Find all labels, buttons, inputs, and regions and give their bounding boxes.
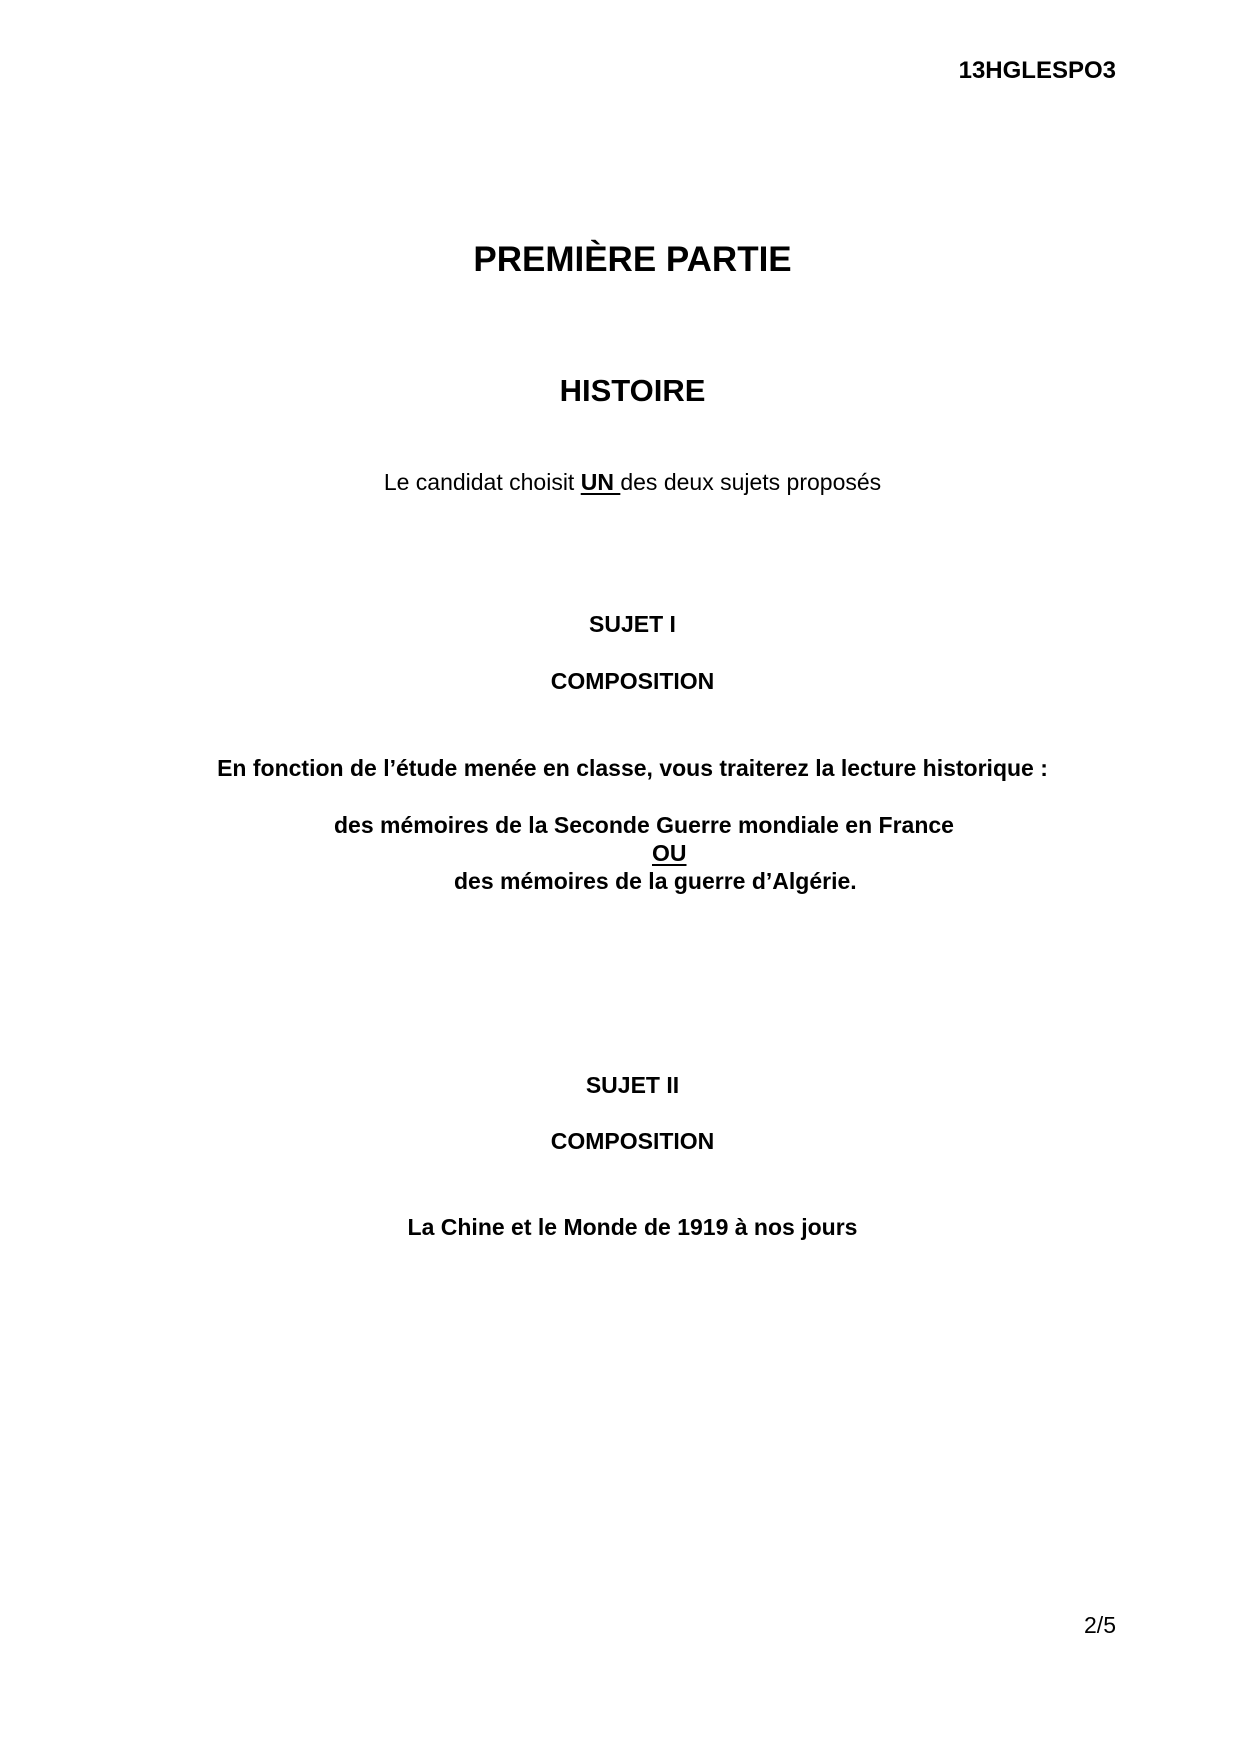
sujet-2-type: COMPOSITION bbox=[550, 1128, 715, 1154]
instruction-emphasis: UN bbox=[580, 469, 621, 495]
exam-code: 13HGLESPO3 bbox=[958, 57, 1116, 84]
sujet-1-separator: OU bbox=[652, 840, 687, 866]
instruction-text bbox=[0, 469, 1240, 496]
sujet-2-label: SUJET II bbox=[585, 1072, 680, 1098]
instruction-before: Le candidat choisit bbox=[383, 469, 581, 495]
page-number: 2/5 bbox=[1084, 1612, 1116, 1638]
sujet-1-option-a: des mémoires de la Seconde Guerre mondiale en France bbox=[334, 812, 954, 838]
sujet-2-topic: La Chine et le Monde de 1919 à nos jours bbox=[407, 1214, 858, 1240]
section-title: HISTOIRE bbox=[559, 373, 706, 408]
sujet-1-option-b: des mémoires de la guerre d’Algérie. bbox=[454, 868, 857, 894]
instruction-after: des deux sujets proposés bbox=[620, 469, 882, 495]
sujet-1-type: COMPOSITION bbox=[550, 668, 715, 694]
part-title: PREMIÈRE PARTIE bbox=[473, 240, 792, 279]
sujet-1-prompt: En fonction de l’étude menée en classe, vous traiterez la lecture historique : bbox=[217, 755, 1048, 781]
sujet-1-label: SUJET I bbox=[589, 611, 676, 637]
